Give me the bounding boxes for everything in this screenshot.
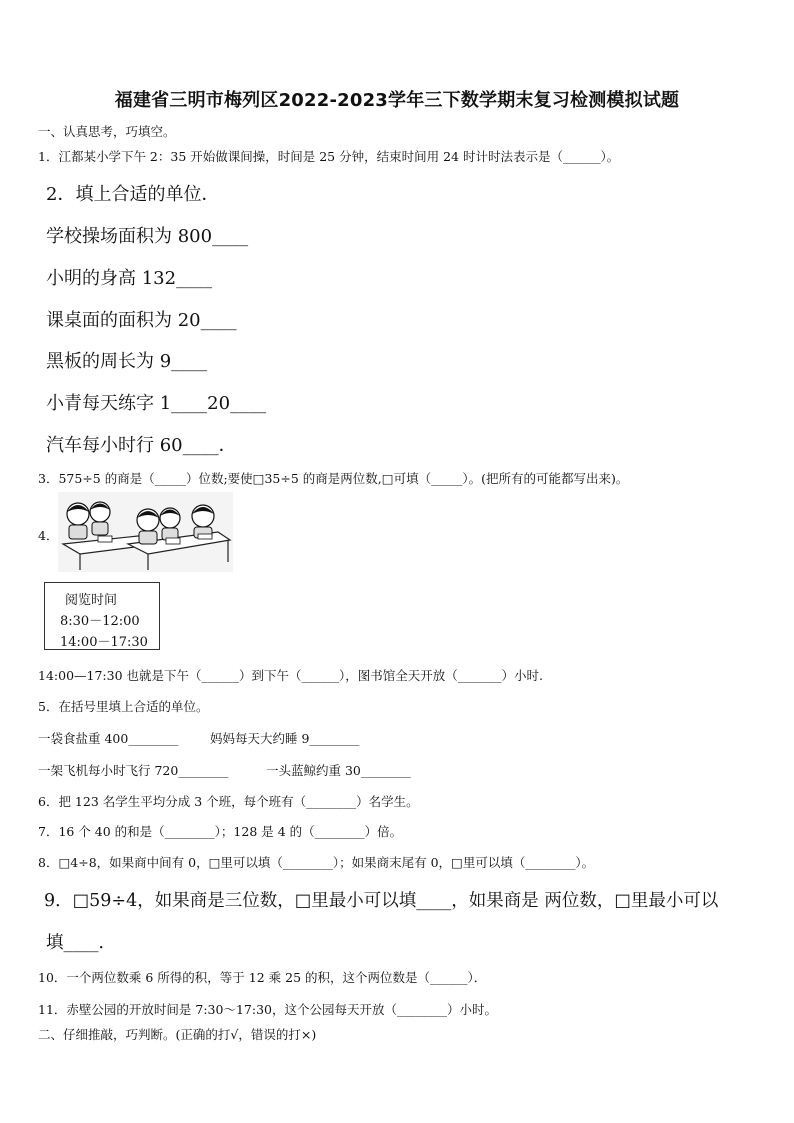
- question-4-number: 4．: [38, 528, 59, 543]
- question-5-row1-left: 一袋食盐重 400________: [38, 731, 179, 746]
- question-2-line-1: 学校操场面积为 800____: [46, 226, 249, 247]
- page-title: 福建省三明市梅列区2022-2023学年三下数学期末复习检测模拟试题: [114, 90, 680, 111]
- question-2-line-5: 小青每天练字 1____20____: [46, 393, 267, 414]
- question-2-line-3: 课桌面的面积为 20____: [46, 310, 237, 331]
- section-heading-1: 一、认真思考，巧填空。: [38, 124, 176, 139]
- question-4-text: 14:00—17:30 也就是下午（______）到下午（______），图书馆全天开放（_______）小时.: [38, 668, 543, 683]
- section-heading-2: 二、仔细推敲，巧判断。(正确的打√，错误的打×): [38, 1027, 317, 1042]
- reading-hours-afternoon: 14:00－17:30: [60, 635, 148, 650]
- question-9-line-1: 9．□59÷4，如果商是三位数，□里最小可以填____，如果商是 两位数，□里最小可以: [44, 891, 719, 911]
- question-5-row2-left: 一架飞机每小时飞行 720________: [38, 763, 229, 778]
- reading-hours-box: [44, 582, 160, 650]
- question-3: 3．575÷5 的商是（_____）位数;要使□35÷5 的商是两位数,□可填（_____）。(把所有的可能都写出来)。: [38, 471, 629, 486]
- question-6: 6．把 123 名学生平均分成 3 个班，每个班有（________）名学生。: [38, 794, 419, 809]
- reading-hours-title: 阅览时间: [65, 593, 118, 608]
- question-5-row1-right: 妈妈每天大约睡 9________: [210, 731, 360, 746]
- question-7: 7．16 个 40 的和是（________）；128 是 4 的（________）倍。: [38, 824, 403, 839]
- question-1: 1．江都某小学下午 2：35 开始做课间操，时间是 25 分钟，结束时间用 24 时计时法表示是（______）。: [38, 149, 620, 164]
- question-10: 10．一个两位数乘 6 所得的积，等于 12 乘 25 的积，这个两位数是（______）．: [38, 970, 487, 985]
- question-11: 11．赤壁公园的开放时间是 7:30～17:30，这个公园每天开放（________）小时。: [38, 1002, 497, 1017]
- question-2-line-4: 黑板的周长为 9____: [46, 351, 208, 372]
- children-reading-illustration: [58, 492, 233, 572]
- reading-hours-morning: 8:30－12:00: [60, 614, 140, 629]
- question-2-heading: 2．填上合适的单位．: [46, 184, 220, 205]
- question-8: 8．□4÷8，如果商中间有 0，□里可以填（________）；如果商末尾有 0，□里可以填（________）。: [38, 855, 595, 870]
- question-2-line-2: 小明的身高 132____: [46, 268, 213, 289]
- question-5-row2-right: 一头蓝鲸约重 30________: [266, 763, 411, 778]
- question-9-line-2: 填____．: [46, 933, 116, 953]
- question-5-heading: 5．在括号里填上合适的单位。: [38, 699, 209, 714]
- question-2-line-6: 汽车每小时行 60____．: [46, 435, 237, 456]
